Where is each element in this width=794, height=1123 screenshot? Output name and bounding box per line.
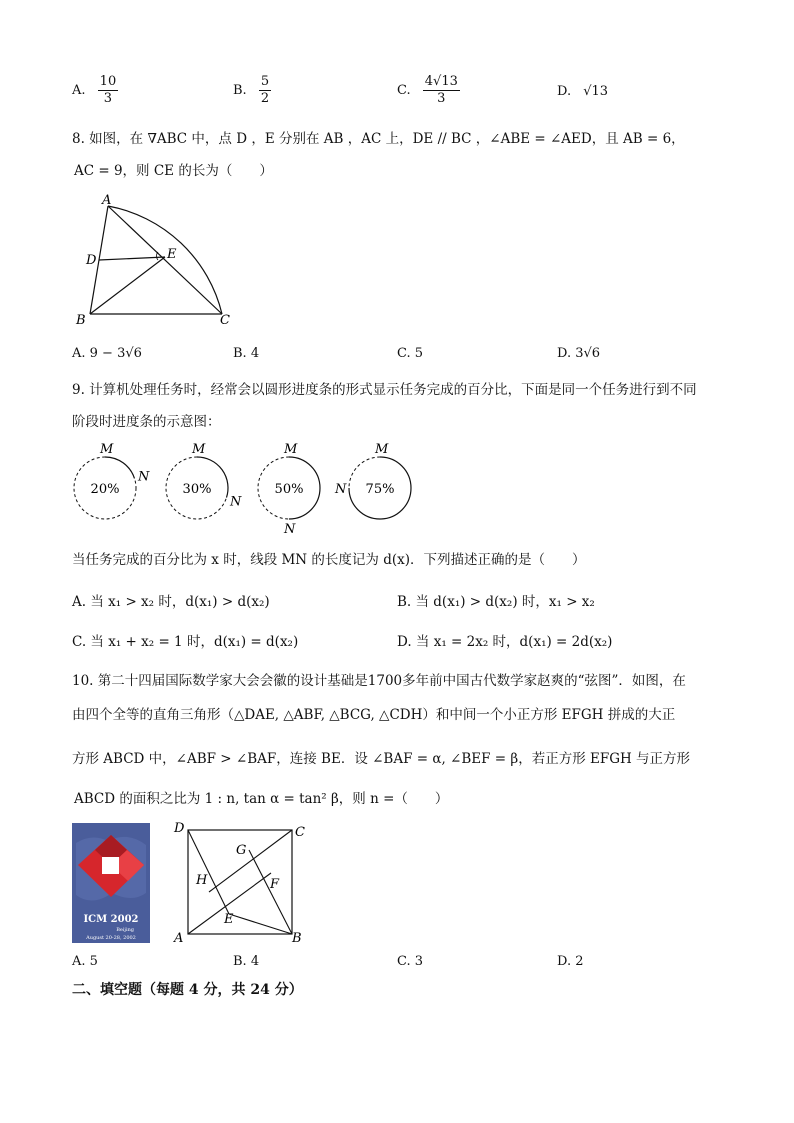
percent-label: 50% [274, 482, 304, 497]
q10-text-line2: 由四个全等的直角三角形（△DAE, △ABF, △BCG, △CDH）和中间一个小正方形 EFGH 拼成的大正 [72, 707, 676, 723]
option-label: B. [233, 83, 247, 98]
progress-circle [258, 442, 320, 536]
q10-option-a: A. 5 [72, 954, 98, 969]
denominator: 2 [260, 91, 270, 106]
q8-text-line2: AC = 9，则 CE 的长为（ ） [74, 163, 273, 179]
denominator: 3 [103, 91, 113, 106]
fraction [423, 74, 460, 107]
q9-text-line1: 9. 计算机处理任务时，经常会以圆形进度条的形式显示任务完成的百分比，下面是同一个任务进行到不同 [72, 382, 697, 398]
q9-text-line3: 当任务完成的百分比为 x 时，线段 MN 的长度记为 d(x)．下列描述正确的是（ ） [72, 552, 586, 568]
point-label-n: N [335, 482, 347, 497]
point-label-a: A [174, 931, 184, 946]
q8-option-a: A. 9 − 3√6 [72, 346, 142, 361]
q9-option-b: B. 当 d(x₁) > d(x₂) 时，x₁ > x₂ [397, 594, 595, 610]
point-label-b: B [292, 931, 302, 946]
point-label-n: N [138, 469, 150, 485]
progress-circle [74, 442, 150, 519]
percent-label: 20% [90, 482, 120, 497]
numerator: 5 [260, 74, 270, 89]
q10-text-line3: 方形 ABCD 中，∠ABF > ∠BAF，连接 BE．设 ∠BAF = α, ∠BEF = β，若正方形 EFGH 与正方形 [72, 751, 691, 767]
segment-ch [209, 830, 292, 892]
q8-text-line1: 8. 如图，在 ∇ABC 中，点 D ，E 分别在 AB ，AC 上，DE // BC ，∠ABE = ∠AED，且 AB = 6， [72, 131, 685, 147]
q8-option-b: B. 4 [233, 346, 260, 361]
q8-option-c: C. 5 [397, 346, 424, 361]
logo-center-square [102, 857, 119, 874]
q9-option-d: D. 当 x₁ = 2x₂ 时，d(x₁) = 2d(x₂) [397, 634, 613, 650]
q7-option-c [397, 74, 460, 107]
q10-option-c: C. 3 [397, 954, 424, 969]
logo-date: August 20-28, 2002 [86, 935, 136, 941]
q7-option-a [72, 74, 118, 107]
q10-text-line4: ABCD 的面积之比为 1 : n, tan α = tan² β，则 n =（ ） [74, 791, 449, 807]
point-label-g: G [236, 843, 247, 858]
option-label: A. [72, 83, 86, 98]
point-label-b: B [76, 313, 86, 328]
fraction [98, 74, 119, 107]
q10-option-d: D. 2 [557, 954, 584, 969]
progress-circle [166, 442, 242, 519]
point-label-m: M [375, 442, 389, 457]
denominator: 3 [437, 91, 446, 106]
point-label-e: E [224, 912, 234, 927]
segment-bg [249, 850, 292, 934]
section-heading: 二、填空题（每题 4 分，共 24 分） [72, 982, 303, 998]
q8-figure [74, 190, 254, 330]
q9-option-c: C. 当 x₁ + x₂ = 1 时，d(x₁) = d(x₂) [72, 634, 299, 650]
q9-progress-circles [60, 436, 440, 536]
point-label-a: A [102, 193, 112, 208]
point-label-n: N [230, 494, 242, 510]
point-label-m: M [100, 442, 114, 457]
logo-title: ICM 2002 [83, 914, 139, 925]
logo-city: Beijing [116, 927, 134, 933]
fraction [259, 74, 271, 107]
option-label: C. [397, 83, 411, 98]
q10-figure [170, 818, 310, 948]
segment-be [90, 257, 165, 314]
point-label-c: C [295, 825, 305, 840]
q9-option-a: A. 当 x₁ > x₂ 时，d(x₁) > d(x₂) [72, 594, 270, 610]
numerator: 4√13 [424, 74, 458, 89]
q8-option-d: D. 3√6 [557, 346, 601, 361]
segment-de [188, 830, 229, 914]
progress-circle [334, 442, 411, 519]
icm-2002-logo [72, 823, 150, 943]
q9-text-line2: 阶段时进度条的示意图： [72, 414, 221, 430]
point-label-m: M [284, 442, 298, 457]
percent-label: 30% [182, 482, 212, 497]
segment-de [99, 257, 165, 260]
option-value: √13 [583, 84, 609, 99]
percent-label: 75% [365, 482, 395, 497]
point-label-e: E [167, 247, 177, 262]
point-label-d: D [86, 253, 97, 268]
q7-option-b [233, 74, 271, 107]
point-label-m: M [192, 442, 206, 457]
point-label-c: C [220, 313, 230, 328]
numerator: 10 [99, 74, 117, 89]
point-label-n: N [284, 522, 296, 536]
point-label-h: H [196, 873, 208, 888]
option-label: D. [557, 84, 572, 99]
q7-option-d [557, 84, 608, 99]
q10-text-line1: 10. 第二十四届国际数学家大会会徽的设计基础是1700多年前中国古代数学家赵爽的“弦图”．如图，在 [72, 673, 686, 689]
segment-ac [108, 206, 222, 314]
q10-option-b: B. 4 [233, 954, 260, 969]
point-label-f: F [270, 877, 280, 892]
segment-be [229, 914, 292, 934]
point-label-d: D [174, 821, 185, 836]
